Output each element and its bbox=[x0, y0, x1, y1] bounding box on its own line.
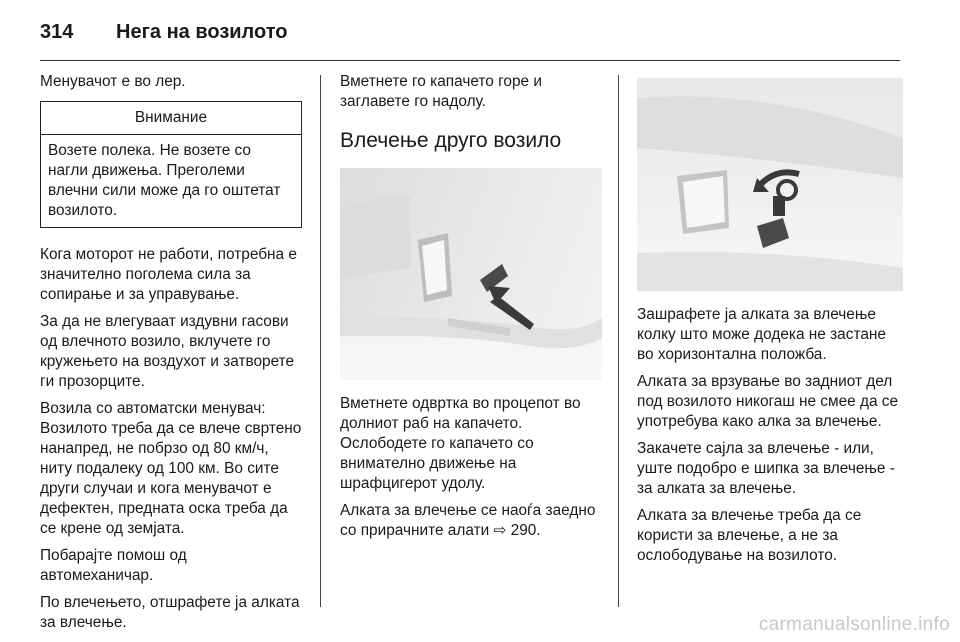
page-header bbox=[40, 8, 900, 58]
paragraph: За да не влегуваат издувни гасови од влечното возило, вклучете го кружењето на воздухот и затворете ги прозорците. bbox=[40, 313, 295, 390]
towing-eye-illustration bbox=[637, 78, 903, 291]
column-1 bbox=[40, 72, 302, 640]
paragraph: Алката за врзување во задниот дел под возилото никогаш не смее да се употребува како алка за влечење. bbox=[637, 373, 899, 430]
intro-text: Менувачот е во лер. bbox=[40, 73, 186, 90]
page-title: Нега на возилото bbox=[116, 21, 288, 43]
header-divider bbox=[40, 60, 900, 61]
column-divider-2 bbox=[618, 75, 619, 607]
paragraph: Вметнете одвртка во процепот во долниот раб на капачето. Ослободете го капачето со внимателно движење на шрафцигерот удолу. bbox=[340, 395, 581, 492]
paragraph: Побарајте помош од автомеханичар. bbox=[40, 547, 187, 584]
paragraph: По влечењето, отшрафете ја алката за влечење. bbox=[40, 594, 300, 631]
warning-box bbox=[40, 101, 302, 228]
warning-text: Возете полека. Не возете со нагли движења. Преголеми влечни сили може да го оштетат возилото. bbox=[48, 142, 281, 219]
paragraph: Закачете сајла за влечење - или, уште подобро е шипка за влечење - за алката за влечење. bbox=[637, 440, 895, 497]
watermark-text: carmanualsonline.info bbox=[758, 614, 950, 635]
paragraph: Кога моторот не работи, потребна е значително поголема сила за сопирање и за управување. bbox=[40, 246, 297, 303]
paragraph: Алката за влечење се наоѓа заедно со прирачните алати ⇨ 290. bbox=[340, 502, 596, 539]
section-heading: Влечење друго возило bbox=[340, 129, 562, 152]
bumper-cover-illustration bbox=[340, 168, 602, 380]
column-divider-1 bbox=[320, 75, 321, 607]
intro-text: Вметнете го капачето горе и заглавете го надолу. bbox=[340, 73, 542, 110]
page-number: 314 bbox=[40, 21, 74, 43]
column-3 bbox=[637, 72, 903, 573]
paragraph: Возила со автоматски менувач: Возилото треба да се влече свртено нанапред, не побрзо од 80 км/ч, ниту подалеку од 100 км. Во сите други случаи и кога менувачот е дефектен, предната оска треба да се крене од земјата. bbox=[40, 400, 302, 537]
column-2 bbox=[340, 72, 602, 548]
paragraph: Зашрафете ја алката за влечење колку што може додека не застане во хоризонтална положба. bbox=[637, 306, 886, 363]
warning-title: Внимание bbox=[41, 102, 301, 135]
paragraph: Алката за влечење треба да се користи за влечење, а не за ослободување на возилото. bbox=[637, 507, 862, 564]
